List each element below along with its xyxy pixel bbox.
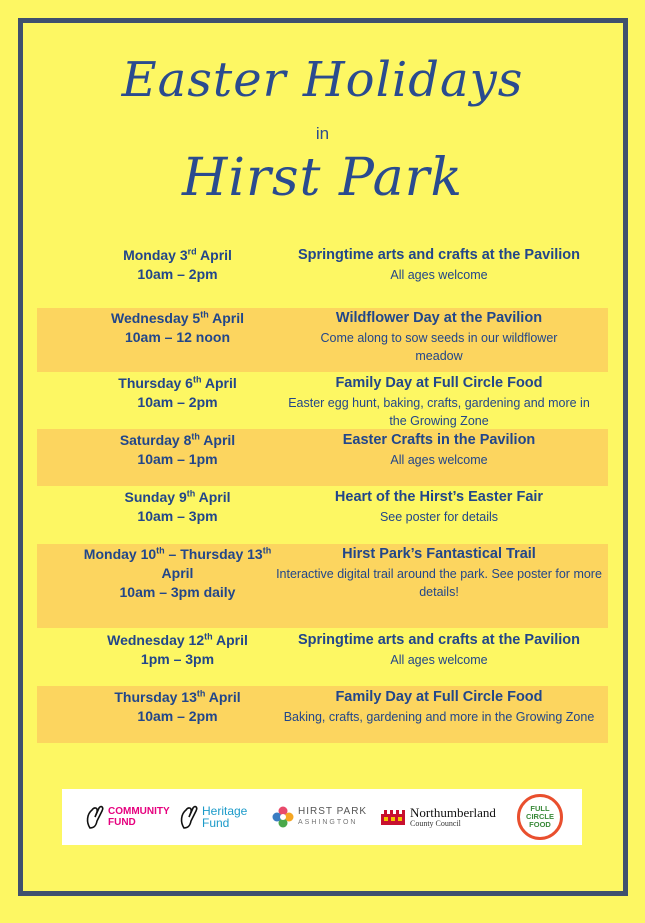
event-date: Thursday 6th April 10am – 2pm bbox=[118, 374, 237, 410]
event-date: Thursday 13th April 10am – 2pm bbox=[114, 688, 241, 724]
event-info: Family Day at Full Circle Food Easter egg hunt, baking, crafts, gardening and more in the Growing Zone bbox=[288, 375, 590, 428]
northumberland-logo: Northumberland County Council bbox=[380, 789, 496, 845]
castle-icon bbox=[380, 808, 406, 826]
event-date: Monday 3rd April 10am – 2pm bbox=[123, 246, 232, 282]
event-date: Wednesday 12th April 1pm – 3pm bbox=[107, 631, 248, 667]
event-info: Heart of the Hirst’s Easter Fair See poster for details bbox=[334, 489, 544, 524]
title-line-2: in bbox=[315, 124, 330, 143]
event-date: Wednesday 5th April 10am – 12 noon bbox=[111, 309, 244, 345]
sponsor-logos bbox=[62, 789, 582, 845]
fingers-crossed-icon bbox=[84, 804, 106, 830]
event-info: Easter Crafts in the Pavilion All ages welcome bbox=[342, 432, 536, 467]
community-fund-logo: COMMUNITY FUND bbox=[84, 789, 170, 845]
fingers-crossed-icon bbox=[178, 804, 200, 830]
event-info: Family Day at Full Circle Food Baking, crafts, gardening and more in the Growing Zone bbox=[283, 689, 595, 724]
event-info: Hirst Park’s Fantastical Trail Interactive digital trail around the park. See poster for more details! bbox=[276, 546, 602, 599]
event-date: Saturday 8th April 10am – 1pm bbox=[119, 431, 236, 467]
title-line-1: Easter Holidays bbox=[121, 52, 524, 108]
event-date: Sunday 9th April 10am – 3pm bbox=[124, 488, 231, 524]
flower-icon bbox=[272, 806, 294, 828]
event-info: Wildflower Day at the Pavilion Come along to sow seeds in our wildflower meadow bbox=[320, 310, 558, 363]
hirst-park-logo: HIRST PARK ASHINGTON bbox=[272, 789, 367, 845]
full-circle-food-logo: FULL CIRCLE FOOD bbox=[517, 789, 563, 845]
heritage-fund-logo: Heritage Fund bbox=[178, 789, 247, 845]
event-date: Monday 10th – Thursday 13th April 10am – 3pm daily bbox=[83, 545, 272, 600]
title-line-3: Hirst Park bbox=[182, 148, 463, 208]
event-info: Springtime arts and crafts at the Pavilion All ages welcome bbox=[297, 632, 580, 667]
event-info: Springtime arts and crafts at the Pavilion All ages welcome bbox=[297, 247, 580, 282]
